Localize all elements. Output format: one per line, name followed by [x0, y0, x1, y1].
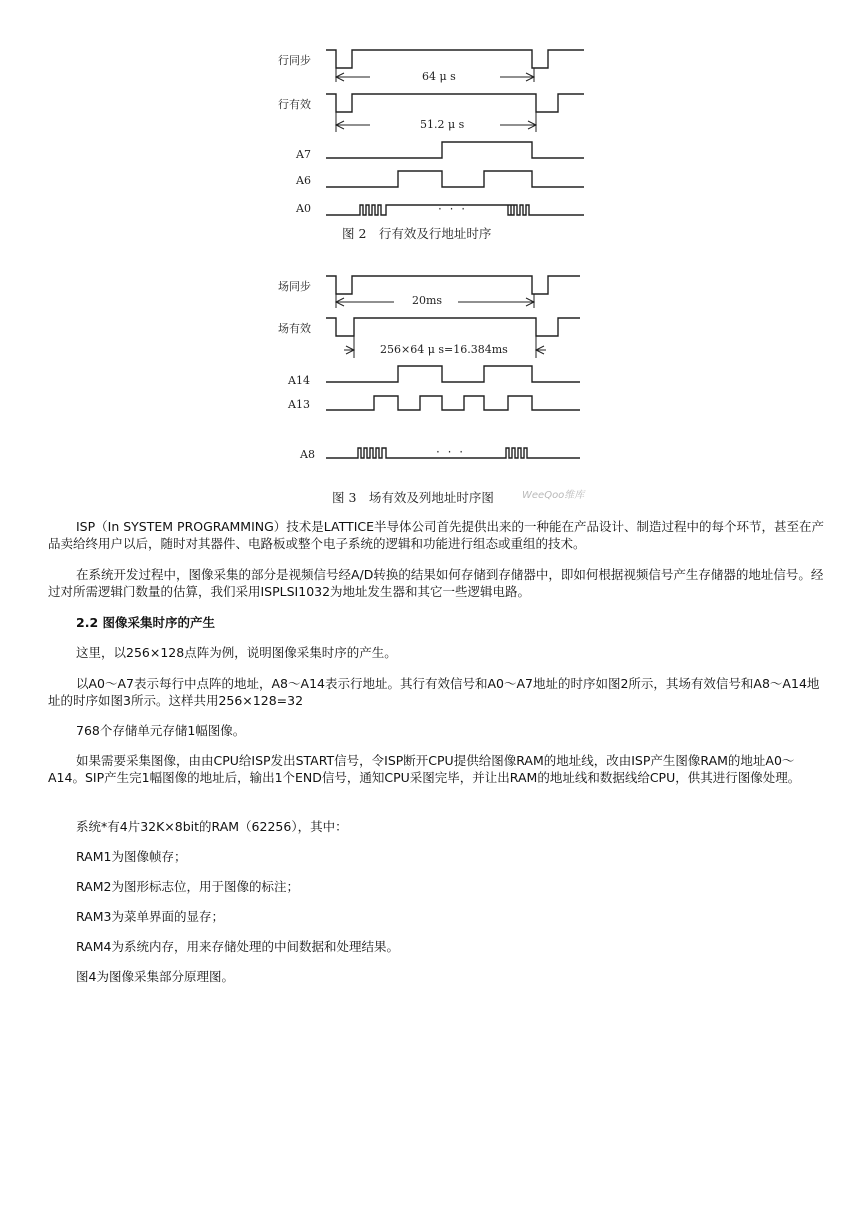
paragraph-text: 768个存储单元存储1幅图像。 — [76, 723, 246, 738]
signal-label-a0: A0 — [296, 202, 311, 215]
field-sync-wave — [326, 276, 580, 294]
dim-label-51us: 51.2 μ s — [420, 118, 465, 131]
dim-label-20ms: 20ms — [412, 294, 443, 307]
paragraph-address — [48, 675, 824, 709]
signal-label-a13: A13 — [288, 398, 310, 411]
dim-label-64us: 64 μ s — [422, 70, 456, 83]
paragraph-system-dev — [48, 566, 824, 600]
signal-label-row-valid: 行有效 — [278, 98, 311, 111]
watermark-logo: WeeQoo维库 — [522, 490, 585, 501]
figure-3-caption: 图 3 场有效及列地址时序图 — [332, 490, 494, 505]
field-valid-wave — [326, 318, 580, 336]
ellipsis: · · · — [438, 202, 468, 216]
a13-wave — [326, 396, 580, 410]
paragraph-text: 以A0～A7表示每行中点阵的地址，A8～A14表示行地址。其行有效信号和A0～A7地址的时序如图2所示，其场有效信号和A8～A14地址的时序如图3所示。这样共用256×128=32 — [48, 676, 820, 708]
signal-label-a6: A6 — [296, 174, 311, 187]
list-item-ram3 — [48, 908, 824, 925]
paragraph-text: 系统*有4片32K×8bit的RAM（62256），其中： — [76, 819, 348, 834]
a6-wave — [326, 171, 584, 187]
figure-2-row-timing — [274, 42, 592, 252]
ellipsis: · · · — [436, 445, 466, 459]
paragraph-text: RAM1为图像帧存； — [76, 849, 187, 864]
paragraph-text: 如果需要采集图像，由由CPU给ISP发出START信号，令ISP断开CPU提供给图像RAM的地址线，改由ISP产生图像RAM的地址A0～A14。SIP产生完1幅图像的地址后，输出1个END信号，通知CPU采图完毕，并让出RAM的地址线和数据线给CPU，供其进行图像处理。 — [48, 753, 801, 785]
section-heading — [48, 614, 824, 631]
list-item-ram1 — [48, 848, 824, 865]
paragraph-figure4 — [48, 968, 824, 985]
paragraph-isp-intro — [48, 518, 824, 552]
signal-label-a8: A8 — [300, 448, 315, 461]
paragraph-capture — [48, 752, 824, 786]
signal-label-field-sync: 场同步 — [278, 280, 311, 293]
paragraph-text: 这里，以256×128点阵为例，说明图像采集时序的产生。 — [76, 645, 397, 660]
signal-label-row-sync: 行同步 — [278, 54, 311, 67]
list-item-ram2 — [48, 878, 824, 895]
signal-label-a7: A7 — [296, 148, 311, 161]
paragraph-text: 图4为图像采集部分原理图。 — [76, 969, 234, 984]
a7-wave — [326, 142, 584, 158]
paragraph-text: 在系统开发过程中，图像采集的部分是视频信号经A/D转换的结果如何存储到存储器中，即如何根据视频信号产生存储器的地址信号。经过对所需逻辑门数量的估算，我们采用ISPLSI1032为地址发生器和其它一些逻辑电路。 — [48, 567, 824, 599]
signal-label-field-valid: 场有效 — [278, 322, 311, 335]
paragraph-storage — [48, 722, 824, 739]
a14-wave — [326, 366, 580, 382]
paragraph-example — [48, 644, 824, 661]
row-sync-wave — [326, 50, 584, 68]
figure-2-caption: 图 2 行有效及行地址时序 — [342, 226, 492, 241]
paragraph-ram — [48, 818, 824, 835]
figure-3-field-timing — [274, 268, 592, 506]
paragraph-text: ISP（In SYSTEM PROGRAMMING）技术是LATTICE半导体公司首先提供出来的一种能在产品设计、制造过程中的每个环节，甚至在产品卖给终用户以后，随时对其器件、电路板或整个电子系统的逻辑和功能进行组态或重组的技术。 — [48, 519, 825, 551]
row-valid-wave — [326, 94, 584, 112]
section-heading-text: 2.2 图像采集时序的产生 — [76, 615, 215, 630]
paragraph-text: RAM2为图形标志位，用于图像的标注； — [76, 879, 299, 894]
paragraph-text: RAM4为系统内存，用来存储处理的中间数据和处理结果。 — [76, 939, 399, 954]
signal-label-a14: A14 — [288, 374, 310, 387]
paragraph-text: RAM3为菜单界面的显存； — [76, 909, 224, 924]
list-item-ram4 — [48, 938, 824, 955]
dim-label-16ms: 256×64 μ s=16.384ms — [380, 343, 508, 356]
